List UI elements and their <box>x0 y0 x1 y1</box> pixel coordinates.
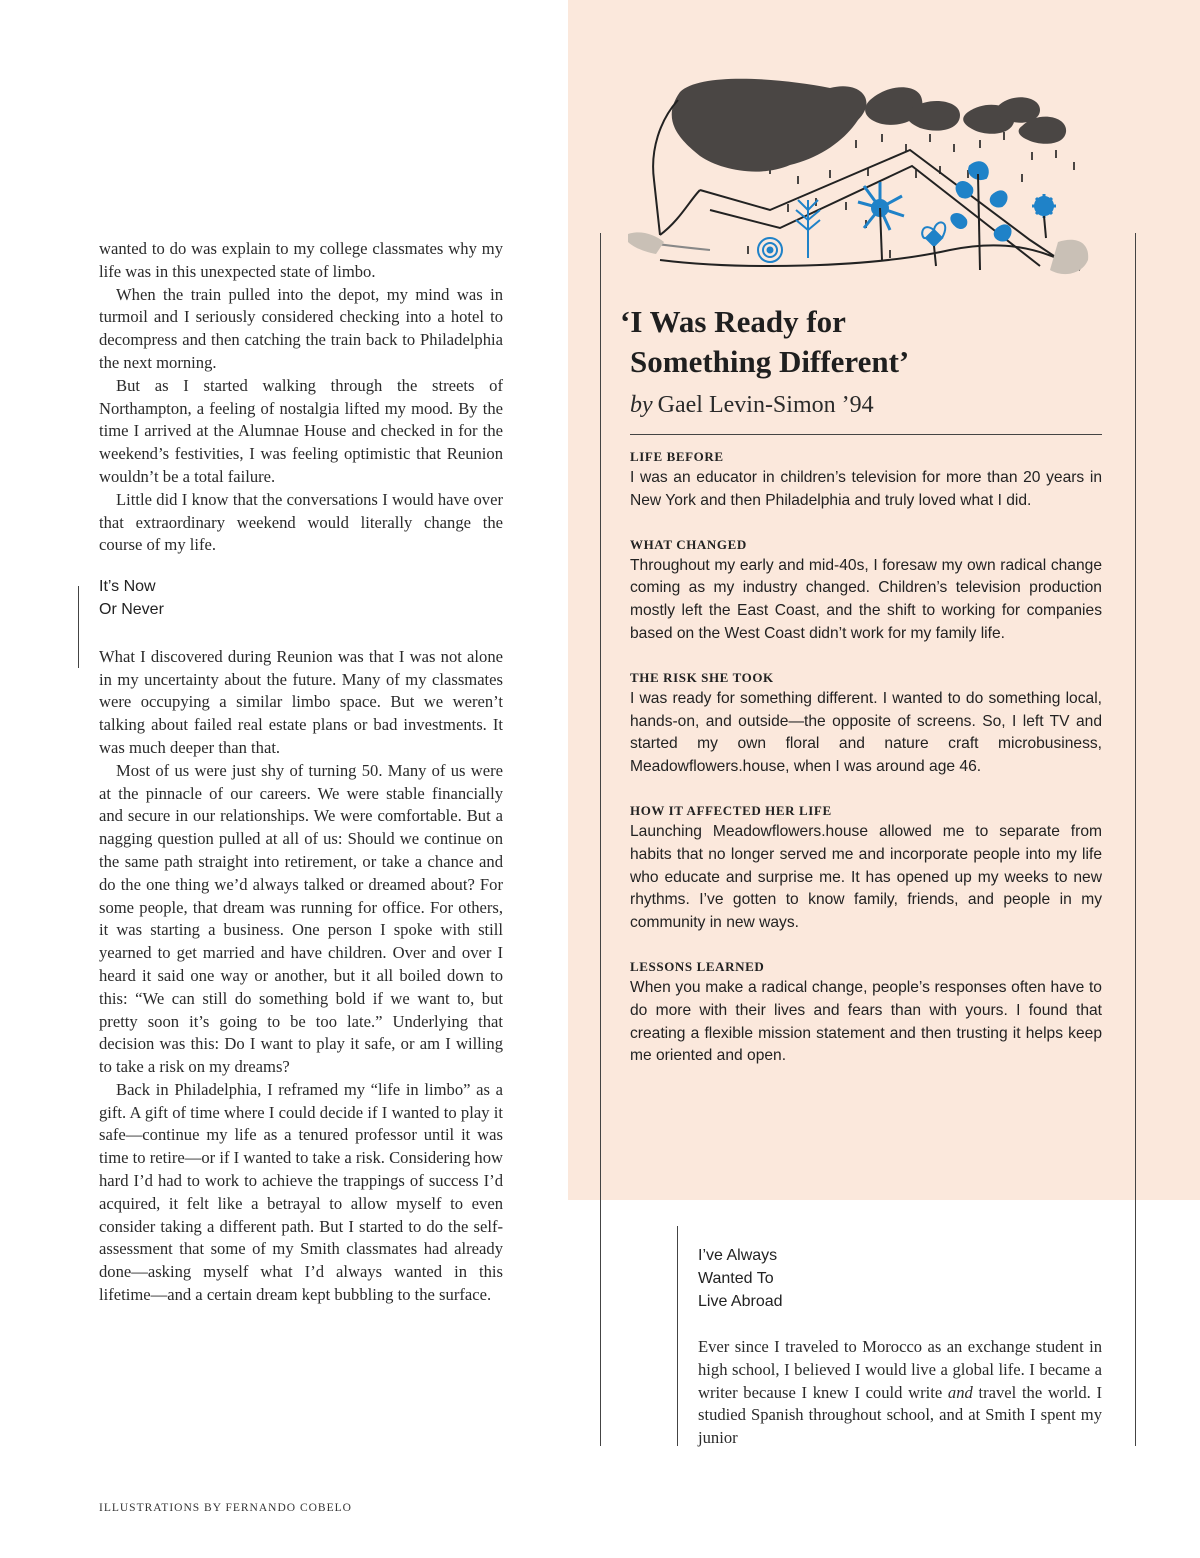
paragraph <box>698 1336 1102 1450</box>
right-subhead-rule <box>677 1226 678 1446</box>
section-text: I was ready for something different. I wanted to do something local, hands-on, and outside—the opposite of screens. So, I left TV and started my own floral and nature craft microbusiness, Meadowflowers.house, when I was around age 46. <box>630 689 1102 776</box>
sidebar-section <box>630 448 1102 513</box>
section-subhead: I’ve Always Wanted To Live Abroad <box>698 1247 783 1310</box>
byline-prefix: by <box>630 392 653 418</box>
section-text: I was an educator in children’s television for more than 20 years in New York and then Philadelphia and truly loved what I did. <box>630 469 1102 509</box>
byline <box>630 392 874 419</box>
paragraph: But as I started walking through the streets of Northampton, a feeling of nostalgia lifted my mood. By the time I arrived at the Alumnae House and checked in for the weekend’s festivities, I was feeling optimistic that Reunion wouldn’t be a total failure. <box>99 375 503 486</box>
paragraph: Little did I know that the conversations I would have over that extraordinary weekend would literally change the course of my life. <box>99 489 503 555</box>
sidebar-title <box>620 302 1100 382</box>
paragraph: Most of us were just shy of turning 50. Many of us were at the pinnacle of our careers. We were stable financially and secure in our relationships. We were comfortable. But a nagging question pulled at all of us: Should we continue on the same path straight into retirement, or take a chance and do the one thing we’d always talked or dreamed about? For some people, that dream was running for office. For others, it was starting a business. One person I spoke with still yearned to get married and have children. Over and over I heard it said one way or another, but it all boiled down to this: “We can still do something bold if we want to, but pretty soon it’s going to be too late.” Underlying that decision was this: Do I want to play it safe, or am I willing to take a risk on my dreams? <box>99 760 503 1077</box>
section-heading: LESSONS LEARNED <box>630 958 765 974</box>
byline-name: Gael Levin-Simon ’94 <box>657 392 874 418</box>
left-column <box>99 238 503 1307</box>
paragraph: What I discovered during Reunion was that I was not alone in my uncertainty about the future. Many of my classmates were occupying a similar limbo space. But we weren’t talking about failed real estate plans or bad investments. It was much deeper than that. <box>99 646 503 757</box>
paragraph: When the train pulled into the depot, my mind was in turmoil and I seriously considered checking into a hotel to decompress and then catching the train back to Philadelphia the next morning. <box>99 284 503 372</box>
sidebar-sections <box>630 448 1102 1091</box>
sidebar-section <box>630 802 1102 935</box>
section-text: Throughout my early and mid-40s, I foresaw my own radical change coming as my industry changed. Children’s television production mostly left the East Coast, and the shift to working for companies based on the West Coast didn’t work for my family life. <box>630 556 1102 642</box>
section-heading: THE RISK SHE TOOK <box>630 669 774 685</box>
rain-clouds <box>672 79 1066 172</box>
woman-with-flowers-illustration <box>620 70 1120 300</box>
woman-skin <box>628 232 1088 274</box>
section-subhead: It’s Now Or Never <box>99 578 164 618</box>
sidebar-section <box>630 669 1102 779</box>
paragraph-text: Ever since I traveled to Morocco as an exchange student in high school, I believed I would live a global life. I became a writer because I knew I could write <box>698 1337 1102 1402</box>
sidebar-section <box>630 536 1102 646</box>
section-heading: WHAT CHANGED <box>630 536 747 552</box>
paragraph: Back in Philadelphia, I reframed my “life in limbo” as a gift. A gift of time where I could decide if I wanted to play it safe—continue my life as a tenured professor until it was time to retire—or if I wanted to take a risk. Considering how hard I’d had to work to achieve the trappings of success I’d acquired, it felt like a betrayal to allow myself to even consider taking a different path. But I started to do the self-assessment that some of my Smith classmates had already done—asking myself what I’d always wanted in this lifetime—and a certain dream kept bubbling to the surface. <box>99 1079 503 1305</box>
sidebar-section <box>630 958 1102 1068</box>
paragraph-text: travel the world. I studied Spanish throughout school, and at Smith I spent my junior <box>698 1382 1102 1448</box>
section-text: When you make a radical change, people’s responses often have to do more with their lives and fears than with yours. I found that creating a flexible mission statement and then trusting it helps keep me oriented and open. <box>630 978 1102 1065</box>
left-subhead-rule <box>78 586 79 668</box>
sidebar-right-rule <box>1135 233 1136 1446</box>
sidebar-title-line: ‘I Was Ready for <box>620 304 846 339</box>
sidebar-title-line: Something Different’ <box>630 344 910 379</box>
blue-flowers <box>758 162 1056 270</box>
section-text: Launching Meadowflowers.house allowed me to separate from habits that no longer served me and incorporate people into my life who educate and surprise me. It has opened up my weeks to new rhythms. I’ve gotten to know family, friends, and people in my community in new ways. <box>630 822 1102 932</box>
byline-divider <box>630 434 1102 435</box>
section-heading: LIFE BEFORE <box>630 449 724 464</box>
emphasis: and <box>947 1382 973 1402</box>
paragraph: wanted to do was explain to my college classmates why my life was in this unexpected state of limbo. <box>99 239 503 281</box>
sidebar-left-rule <box>600 233 601 1446</box>
section-heading: HOW IT AFFECTED HER LIFE <box>630 802 832 818</box>
illustration-credit: ILLUSTRATIONS BY FERNANDO COBELO <box>99 1502 352 1514</box>
